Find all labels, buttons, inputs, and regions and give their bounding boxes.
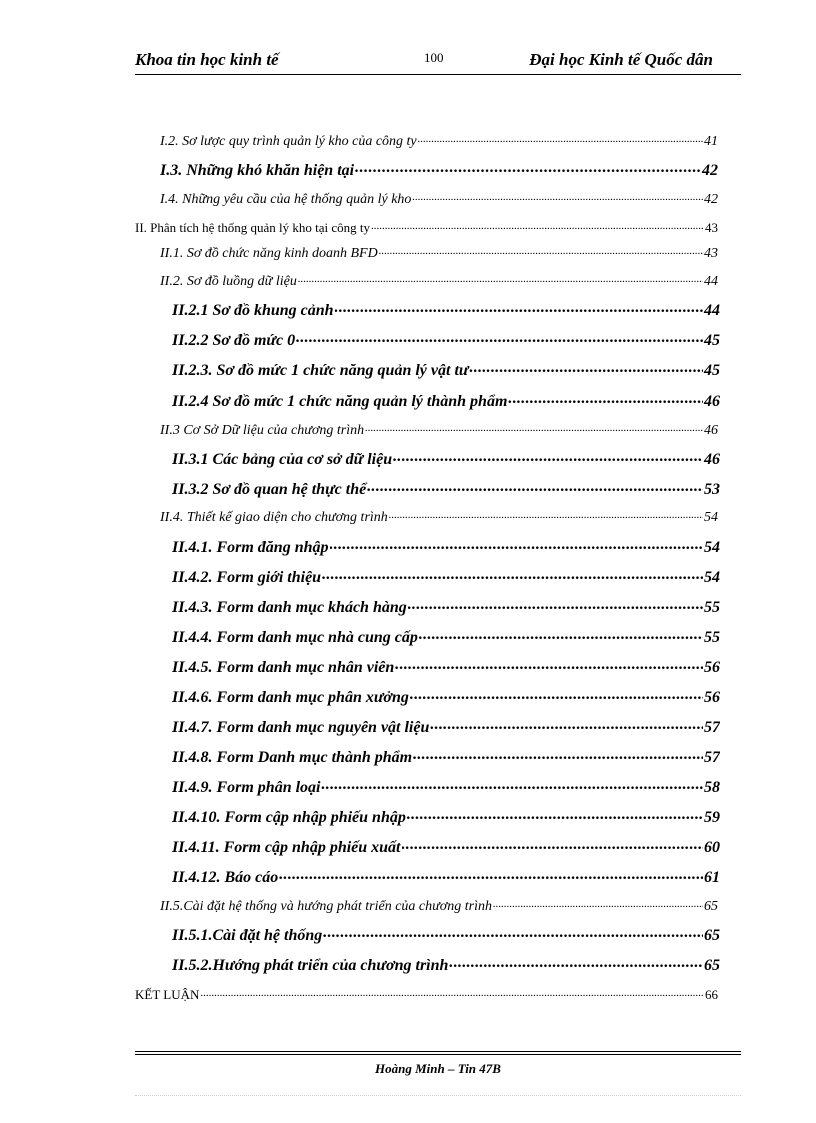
toc-entry[interactable] xyxy=(172,332,720,350)
toc-entry[interactable] xyxy=(172,481,720,499)
toc-entry-page: 56 xyxy=(704,659,720,676)
toc-entry[interactable] xyxy=(160,134,718,150)
toc-entry-page: 43 xyxy=(704,246,718,261)
toc-entry[interactable] xyxy=(172,869,720,887)
toc-entry-label: II.5.1.Cài đặt hệ thống xyxy=(172,927,323,944)
toc-entry[interactable] xyxy=(160,274,718,290)
toc-entry-label: II.2.3. Sơ đồ mức 1 chức năng quản lý vật tư xyxy=(172,362,469,379)
toc-entry[interactable] xyxy=(172,957,720,975)
toc-entry-page: 46 xyxy=(704,451,720,468)
toc-entry-page: 57 xyxy=(704,719,720,736)
toc-entry-label: II.2.4 Sơ đồ mức 1 chức năng quản lý thành phẩm xyxy=(172,393,508,410)
page-footer xyxy=(135,1051,741,1077)
toc-entry[interactable] xyxy=(172,539,720,557)
toc-entry-page: 65 xyxy=(704,899,718,914)
footer-author: Hoàng Minh – Tin 47B xyxy=(375,1061,501,1076)
toc-entry[interactable] xyxy=(135,987,718,1003)
toc-entry-label: II.1. Sơ đồ chức năng kinh doanh BFD xyxy=(160,246,378,261)
toc-entry[interactable] xyxy=(172,599,720,617)
toc-entry-page: 43 xyxy=(705,220,718,235)
toc-entry-page: 46 xyxy=(704,393,720,410)
toc-entry[interactable] xyxy=(172,779,720,797)
toc-entry-page: 65 xyxy=(704,957,720,974)
toc-entry-page: 54 xyxy=(704,539,720,556)
toc-entry[interactable] xyxy=(172,749,720,767)
toc-entry-page: 58 xyxy=(704,779,720,796)
toc-entry-label: II.4. Thiết kế giao diện cho chương trình xyxy=(160,510,388,525)
toc-entry-page: 55 xyxy=(704,629,720,646)
toc-entry-label: II.2.1 Sơ đồ khung cảnh xyxy=(172,302,334,319)
toc-entry-page: 54 xyxy=(704,510,718,525)
toc-entry-page: 46 xyxy=(704,423,718,438)
toc-entry-page: 59 xyxy=(704,809,720,826)
toc-entry-label: II.4.12. Báo cáo xyxy=(172,869,279,886)
toc-entry[interactable] xyxy=(160,423,718,439)
toc-entry-page: 45 xyxy=(704,362,720,379)
toc-entry-label: II.3.2 Sơ đồ quan hệ thực thể xyxy=(172,481,367,498)
toc-entry-label: II.4.4. Form danh mục nhà cung cấp xyxy=(172,629,418,646)
toc-entry-page: 44 xyxy=(704,274,718,289)
toc-entry-page: 61 xyxy=(704,869,720,886)
toc-entry[interactable] xyxy=(160,899,718,915)
toc-entry-page: 41 xyxy=(704,134,718,149)
toc-entry-label: II.2. Sơ đồ luồng dữ liệu xyxy=(160,274,297,289)
toc-entry[interactable] xyxy=(160,162,718,180)
toc-entry[interactable] xyxy=(172,362,720,380)
toc-entry-label: II. Phân tích hệ thống quản lý kho tại công ty xyxy=(135,220,371,235)
toc-entry[interactable] xyxy=(172,927,720,945)
toc-entry-label: II.2.2 Sơ đồ mức 0 xyxy=(172,332,296,349)
toc-entry-label: II.4.3. Form danh mục khách hàng xyxy=(172,599,407,616)
toc-entry-label: I.3. Những khó khăn hiện tại xyxy=(160,162,355,179)
header-university: Đại học Kinh tế Quốc dân xyxy=(529,50,713,69)
toc-entry-label: II.4.6. Form danh mục phân xưởng xyxy=(172,689,409,706)
toc-entry-label: II.4.9. Form phân loại xyxy=(172,779,321,796)
toc-entry[interactable] xyxy=(172,451,720,469)
toc-entry[interactable] xyxy=(172,689,720,707)
toc-entry[interactable] xyxy=(172,659,720,677)
toc-entry-page: 57 xyxy=(704,749,720,766)
toc-entry[interactable] xyxy=(172,302,720,320)
toc-entry[interactable] xyxy=(160,192,718,208)
toc-entry-page: 55 xyxy=(704,599,720,616)
toc-entry[interactable] xyxy=(160,246,718,262)
toc-entry-page: 42 xyxy=(704,192,718,207)
toc-entry[interactable] xyxy=(172,629,720,647)
toc-entry[interactable] xyxy=(172,719,720,737)
toc-entry-label: I.2. Sơ lược quy trình quản lý kho của công ty xyxy=(160,134,417,149)
toc-entry-page: 44 xyxy=(704,302,720,319)
toc-entry-page: 65 xyxy=(704,927,720,944)
toc-entry-page: 53 xyxy=(704,481,720,498)
toc-entry-label: II.3.1 Các bảng của cơ sở dữ liệu xyxy=(172,451,393,468)
toc-entry-label: II.4.1. Form đăng nhập xyxy=(172,539,329,556)
toc-entry-label: II.4.11. Form cập nhập phiếu xuất xyxy=(172,839,401,856)
toc-entry-page: 54 xyxy=(704,569,720,586)
toc-entry-label: KẾT LUẬN xyxy=(135,987,200,1002)
toc-entry-page: 45 xyxy=(704,332,720,349)
toc-entry-label: II.5.2.Hướng phát triển của chương trình xyxy=(172,957,449,974)
toc-entry-label: II.3 Cơ Sở Dữ liệu của chương trình xyxy=(160,423,365,438)
toc-entry-label: II.4.7. Form danh mục nguyên vật liệu xyxy=(172,719,430,736)
toc-entry-label: II.4.10. Form cập nhập phiếu nhập xyxy=(172,809,406,826)
toc-entry[interactable] xyxy=(172,809,720,827)
toc-entry-label: II.4.8. Form Danh mục thành phẩm xyxy=(172,749,413,766)
toc-entry[interactable] xyxy=(160,510,718,526)
toc-entry-label: II.4.5. Form danh mục nhân viên xyxy=(172,659,395,676)
toc-entry-label: I.4. Những yêu cầu của hệ thống quản lý kho xyxy=(160,192,412,207)
header-faculty: Khoa tin học kinh tế xyxy=(135,50,279,69)
header-page-number: 100 xyxy=(424,50,444,65)
toc-entry-page: 56 xyxy=(704,689,720,706)
toc-entry[interactable] xyxy=(172,569,720,587)
toc-entry-page: 42 xyxy=(702,162,718,179)
toc-entry-page: 66 xyxy=(705,987,718,1002)
divider xyxy=(135,1095,741,1096)
toc-entry[interactable] xyxy=(172,393,720,411)
toc-entry[interactable] xyxy=(135,220,718,236)
toc-entry-label: II.5.Cài đặt hệ thống và hướng phát triển của chương trình xyxy=(160,899,492,914)
toc-entry-page: 60 xyxy=(704,839,720,856)
toc-entry-label: II.4.2. Form giới thiệu xyxy=(172,569,322,586)
toc-entry[interactable] xyxy=(172,839,720,857)
